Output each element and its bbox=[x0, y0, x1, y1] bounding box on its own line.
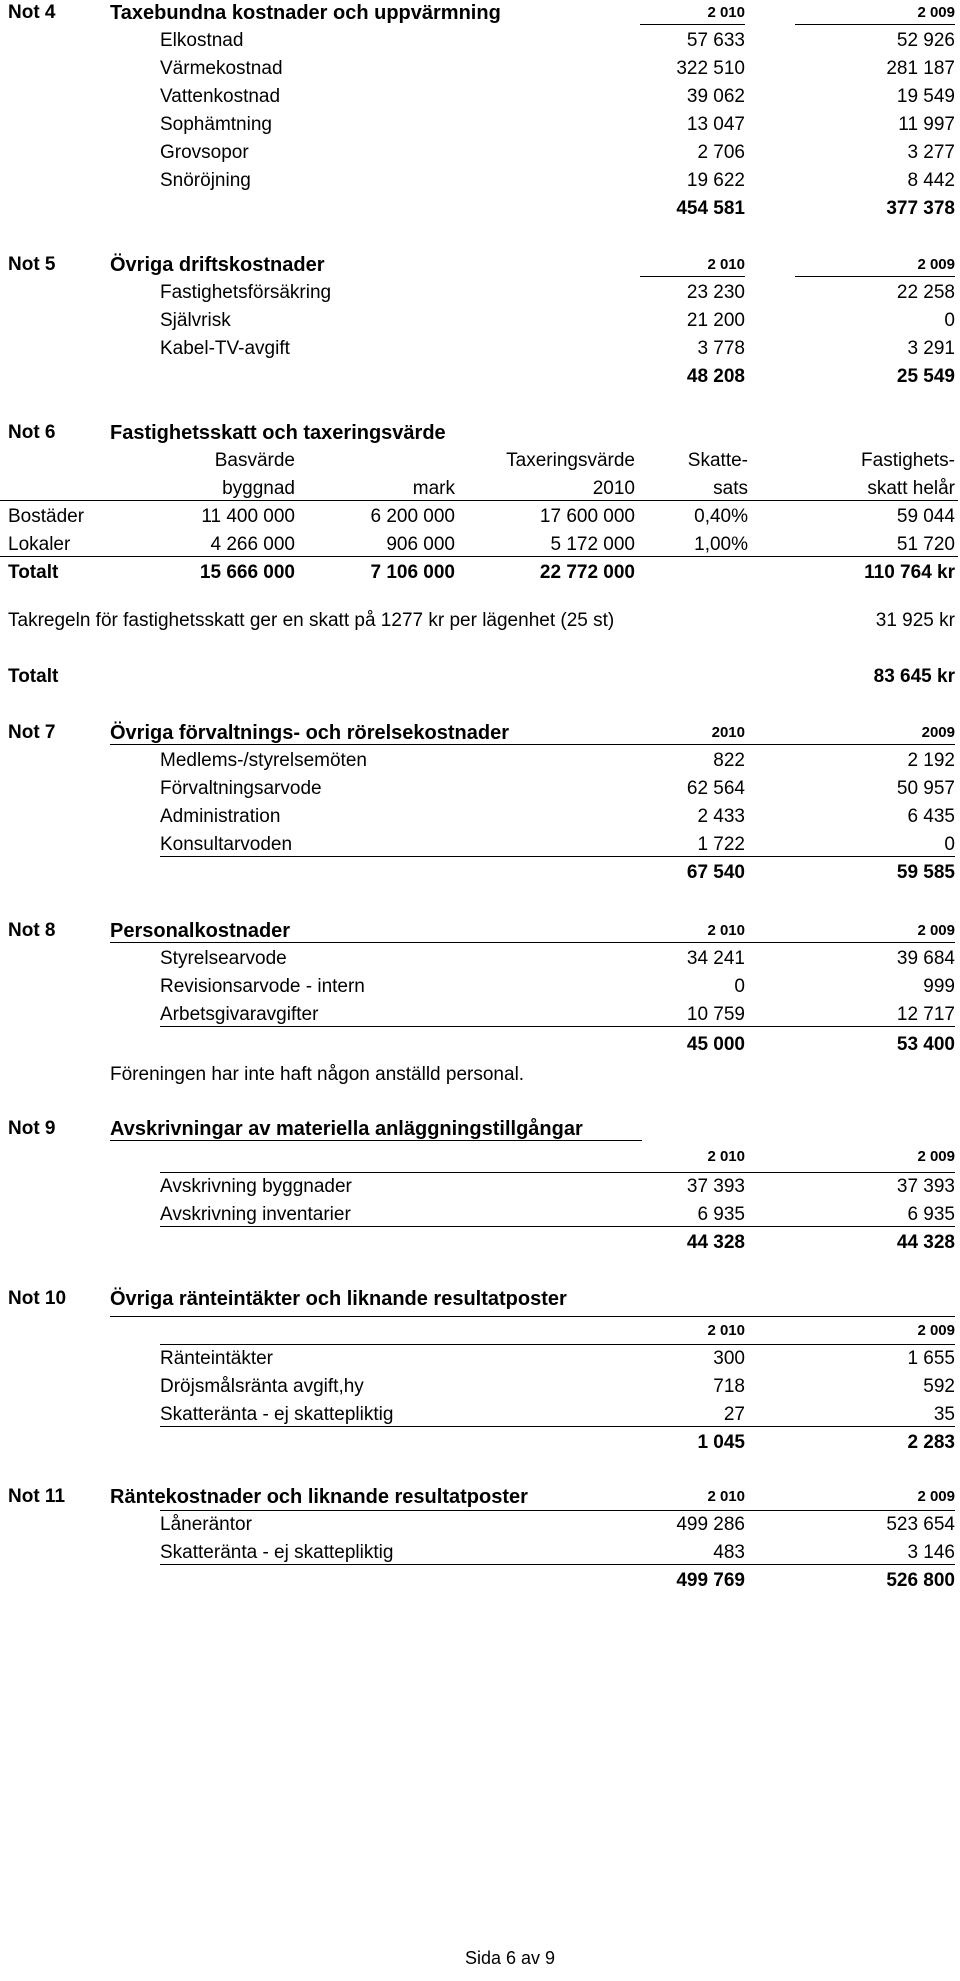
table-row bbox=[0, 1002, 960, 1028]
table-row bbox=[0, 84, 960, 110]
row-underline bbox=[160, 1564, 955, 1565]
row-underline bbox=[0, 556, 958, 557]
note-title: Övriga driftskostnader bbox=[110, 254, 325, 276]
col-head-year: 2010 bbox=[592, 478, 635, 499]
row-label: Styrelsearvode bbox=[160, 948, 287, 969]
value-current: 3 778 bbox=[697, 338, 745, 359]
total-previous: 53 400 bbox=[896, 1034, 955, 1055]
value-previous: 6 935 bbox=[907, 1204, 955, 1225]
year-current: 2010 bbox=[711, 724, 745, 741]
year-previous: 2 009 bbox=[917, 1488, 955, 1505]
row-label: Totalt bbox=[8, 562, 59, 583]
row-label: Revisionsarvode - intern bbox=[160, 976, 365, 997]
page-number: Sida 6 av 9 bbox=[464, 1948, 556, 1968]
cell-mark: 6 200 000 bbox=[370, 506, 455, 527]
table-row bbox=[0, 974, 960, 1000]
year-underline bbox=[640, 24, 745, 25]
total-row bbox=[0, 364, 960, 390]
year-row bbox=[0, 1144, 960, 1170]
row-overline bbox=[160, 1510, 955, 1511]
cell-taxeringsvarde: 5 172 000 bbox=[550, 534, 635, 555]
value-previous: 3 291 bbox=[907, 338, 955, 359]
row-overline bbox=[110, 1316, 955, 1317]
note-title: Fastighetsskatt och taxeringsvärde bbox=[110, 422, 446, 444]
total-skatt: 110 764 kr bbox=[864, 562, 955, 583]
row-label: Skatteränta - ej skattepliktig bbox=[160, 1542, 394, 1563]
row-underline bbox=[160, 856, 955, 857]
table-row bbox=[0, 168, 960, 194]
note-label: Not 11 bbox=[8, 1486, 66, 1507]
cell-taxeringsvarde: 17 600 000 bbox=[539, 506, 635, 527]
value-previous: 39 684 bbox=[896, 948, 955, 969]
col-head-mark: mark bbox=[412, 478, 455, 499]
value-current: 27 bbox=[723, 1404, 745, 1425]
total-previous: 526 800 bbox=[886, 1570, 955, 1591]
table-row bbox=[0, 748, 960, 774]
col-head-basvarde: Basvärde bbox=[214, 450, 295, 471]
value-previous: 1 655 bbox=[907, 1348, 955, 1369]
row-label: Skatteränta - ej skattepliktig bbox=[160, 1404, 394, 1425]
row-label: Snöröjning bbox=[160, 170, 251, 191]
year-previous: 2 009 bbox=[917, 4, 955, 21]
value-previous: 3 277 bbox=[907, 142, 955, 163]
col-head-taxeringsvarde: Taxeringsvärde bbox=[506, 450, 635, 471]
year-previous: 2 009 bbox=[917, 1322, 955, 1339]
row-underline bbox=[160, 1026, 955, 1027]
cell-skatt: 51 720 bbox=[896, 534, 955, 555]
total-previous: 377 378 bbox=[886, 198, 955, 219]
value-previous: 523 654 bbox=[886, 1514, 955, 1535]
value-previous: 12 717 bbox=[896, 1004, 955, 1025]
total-previous: 44 328 bbox=[896, 1232, 955, 1253]
row-label: Lokaler bbox=[8, 534, 71, 555]
row-label: Sophämtning bbox=[160, 114, 272, 135]
note6-header bbox=[0, 420, 960, 446]
row-label: Grovsopor bbox=[160, 142, 249, 163]
note-label: Not 4 bbox=[8, 2, 56, 23]
row-label: Elkostnad bbox=[160, 30, 244, 51]
year-previous: 2 009 bbox=[917, 922, 955, 939]
value-previous: 37 393 bbox=[896, 1176, 955, 1197]
row-label: Självrisk bbox=[160, 310, 231, 331]
col-head-skattesats: Skatte- bbox=[687, 450, 748, 471]
value-previous: 8 442 bbox=[907, 170, 955, 191]
year-current: 2 010 bbox=[707, 1148, 745, 1165]
value-current: 39 062 bbox=[686, 86, 745, 107]
year-row bbox=[0, 1318, 960, 1344]
row-label: Bostäder bbox=[8, 506, 85, 527]
total-mark: 7 106 000 bbox=[370, 562, 455, 583]
row-label: Medlems-/styrelsemöten bbox=[160, 750, 367, 771]
table-row bbox=[0, 504, 960, 530]
cell-sats: 0,40% bbox=[694, 506, 748, 527]
total-previous: 2 283 bbox=[907, 1432, 955, 1453]
cell-mark: 906 000 bbox=[386, 534, 455, 555]
value-current: 0 bbox=[734, 976, 745, 997]
total-previous: 25 549 bbox=[896, 366, 955, 387]
row-label: Avskrivning byggnader bbox=[160, 1176, 352, 1197]
row-label: Ränteintäkter bbox=[160, 1348, 274, 1369]
year-previous: 2 009 bbox=[917, 256, 955, 273]
grand-total-value: 83 645 kr bbox=[873, 666, 955, 687]
year-current: 2 010 bbox=[707, 256, 745, 273]
row-label: Konsultarvoden bbox=[160, 834, 293, 855]
table-row bbox=[0, 1540, 960, 1566]
total-current: 48 208 bbox=[686, 366, 745, 387]
table-row bbox=[0, 1174, 960, 1200]
value-current: 2 433 bbox=[697, 806, 745, 827]
table-row bbox=[0, 1374, 960, 1400]
total-current: 67 540 bbox=[686, 862, 745, 883]
year-underline bbox=[795, 24, 955, 25]
table-row bbox=[0, 28, 960, 54]
row-label: Fastighetsförsäkring bbox=[160, 282, 332, 303]
takregel-text: Takregeln för fastighetsskatt ger en skatt på 1277 kr per lägenhet (25 st) bbox=[8, 610, 615, 631]
note5-header bbox=[0, 252, 960, 278]
value-previous: 52 926 bbox=[896, 30, 955, 51]
table-row bbox=[0, 280, 960, 306]
note7-header bbox=[0, 720, 960, 746]
value-previous: 0 bbox=[944, 834, 955, 855]
value-previous: 19 549 bbox=[896, 86, 955, 107]
value-current: 57 633 bbox=[686, 30, 745, 51]
note4-header bbox=[0, 0, 960, 26]
total-current: 499 769 bbox=[676, 1570, 745, 1591]
takregel-value: 31 925 kr bbox=[875, 610, 955, 631]
title-underline bbox=[110, 1140, 642, 1141]
col-head-fastighetsskatt: Fastighets- bbox=[861, 450, 955, 471]
value-current: 21 200 bbox=[686, 310, 745, 331]
row-underline bbox=[160, 1226, 955, 1227]
note-label: Not 6 bbox=[8, 422, 56, 443]
row-label: Administration bbox=[160, 806, 281, 827]
table-row bbox=[0, 56, 960, 82]
table-row bbox=[0, 532, 960, 558]
note-label: Not 9 bbox=[8, 1118, 56, 1139]
total-taxeringsvarde: 22 772 000 bbox=[539, 562, 635, 583]
remark-row bbox=[0, 1062, 960, 1088]
year-current: 2 010 bbox=[707, 1488, 745, 1505]
year-current: 2 010 bbox=[707, 4, 745, 21]
table-row bbox=[0, 336, 960, 362]
row-label: Vattenkostnad bbox=[160, 86, 281, 107]
value-current: 300 bbox=[713, 1348, 745, 1369]
value-current: 34 241 bbox=[686, 948, 745, 969]
value-current: 1 722 bbox=[697, 834, 745, 855]
year-underline bbox=[795, 276, 955, 277]
total-current: 454 581 bbox=[676, 198, 745, 219]
table-row bbox=[0, 832, 960, 858]
value-current: 19 622 bbox=[686, 170, 745, 191]
row-label: Låneräntor bbox=[160, 1514, 252, 1535]
grand-total-label: Totalt bbox=[8, 666, 59, 687]
total-row bbox=[0, 1568, 960, 1594]
total-row bbox=[0, 560, 960, 586]
year-previous: 2009 bbox=[921, 724, 955, 741]
header-underline bbox=[110, 744, 955, 745]
note-title: Räntekostnader och liknande resultatposter bbox=[110, 1486, 528, 1508]
note-title: Övriga ränteintäkter och liknande resultatposter bbox=[110, 1288, 567, 1310]
value-previous: 999 bbox=[923, 976, 955, 997]
value-current: 322 510 bbox=[676, 58, 745, 79]
value-current: 13 047 bbox=[686, 114, 745, 135]
table-row bbox=[0, 1202, 960, 1228]
row-label: Arbetsgivaravgifter bbox=[160, 1004, 319, 1025]
note9-header bbox=[0, 1116, 960, 1142]
table-row bbox=[0, 112, 960, 138]
cell-sats: 1,00% bbox=[694, 534, 748, 555]
cell-skatt: 59 044 bbox=[896, 506, 955, 527]
year-underline bbox=[640, 276, 745, 277]
cell-byggnad: 11 400 000 bbox=[201, 506, 295, 527]
value-current: 6 935 bbox=[697, 1204, 745, 1225]
tax-table-head bbox=[0, 448, 960, 474]
table-row bbox=[0, 140, 960, 166]
value-current: 718 bbox=[713, 1376, 745, 1397]
col-head-byggnad: byggnad bbox=[222, 478, 295, 499]
table-row bbox=[0, 1402, 960, 1428]
takregel-row bbox=[0, 608, 960, 634]
row-label: Förvaltningsarvode bbox=[160, 778, 322, 799]
note-title: Taxebundna kostnader och uppvärmning bbox=[110, 2, 501, 24]
value-previous: 2 192 bbox=[907, 750, 955, 771]
cell-byggnad: 4 266 000 bbox=[210, 534, 295, 555]
value-previous: 592 bbox=[923, 1376, 955, 1397]
remark-text: Föreningen har inte haft någon anställd personal. bbox=[110, 1064, 525, 1085]
table-row bbox=[0, 776, 960, 802]
header-underline bbox=[0, 500, 958, 501]
col-head-helar: skatt helår bbox=[867, 478, 955, 499]
value-previous: 281 187 bbox=[886, 58, 955, 79]
value-current: 822 bbox=[713, 750, 745, 771]
note-label: Not 10 bbox=[8, 1288, 67, 1309]
year-current: 2 010 bbox=[707, 922, 745, 939]
table-row bbox=[0, 308, 960, 334]
row-label: Avskrivning inventarier bbox=[160, 1204, 351, 1225]
total-row bbox=[0, 860, 960, 886]
note-title: Övriga förvaltnings- och rörelsekostnader bbox=[110, 722, 509, 744]
value-current: 499 286 bbox=[676, 1514, 745, 1535]
total-byggnad: 15 666 000 bbox=[199, 562, 295, 583]
value-current: 483 bbox=[713, 1542, 745, 1563]
value-previous: 22 258 bbox=[896, 282, 955, 303]
note8-header bbox=[0, 918, 960, 944]
row-label: Kabel-TV-avgift bbox=[160, 338, 290, 359]
note10-header bbox=[0, 1286, 960, 1312]
note-title: Personalkostnader bbox=[110, 920, 291, 942]
row-label: Dröjsmålsränta avgift,hy bbox=[160, 1376, 364, 1397]
total-current: 45 000 bbox=[686, 1034, 745, 1055]
note-label: Not 5 bbox=[8, 254, 56, 275]
value-previous: 6 435 bbox=[907, 806, 955, 827]
note11-header bbox=[0, 1484, 960, 1510]
value-previous: 35 bbox=[933, 1404, 955, 1425]
value-current: 37 393 bbox=[686, 1176, 745, 1197]
value-previous: 3 146 bbox=[907, 1542, 955, 1563]
row-underline bbox=[160, 1426, 955, 1427]
year-previous: 2 009 bbox=[917, 1148, 955, 1165]
total-row bbox=[0, 196, 960, 222]
value-previous: 50 957 bbox=[896, 778, 955, 799]
value-previous: 0 bbox=[944, 310, 955, 331]
table-row bbox=[0, 1512, 960, 1538]
row-label: Värmekostnad bbox=[160, 58, 283, 79]
value-current: 2 706 bbox=[697, 142, 745, 163]
grand-total-row bbox=[0, 664, 960, 690]
total-current: 1 045 bbox=[697, 1432, 745, 1453]
row-overline bbox=[160, 1172, 955, 1173]
header-underline bbox=[110, 942, 955, 943]
table-row bbox=[0, 1346, 960, 1372]
total-row bbox=[0, 1230, 960, 1256]
year-current: 2 010 bbox=[707, 1322, 745, 1339]
total-current: 44 328 bbox=[686, 1232, 745, 1253]
value-current: 62 564 bbox=[686, 778, 745, 799]
total-row bbox=[0, 1430, 960, 1456]
row-overline bbox=[160, 1344, 955, 1345]
note-title: Avskrivningar av materiella anläggningstillgångar bbox=[110, 1118, 583, 1140]
value-current: 23 230 bbox=[686, 282, 745, 303]
tax-table-subhead bbox=[0, 476, 960, 502]
total-previous: 59 585 bbox=[896, 862, 955, 883]
value-current: 10 759 bbox=[686, 1004, 745, 1025]
col-head-sats: sats bbox=[713, 478, 748, 499]
table-row bbox=[0, 946, 960, 972]
table-row bbox=[0, 804, 960, 830]
value-previous: 11 997 bbox=[898, 114, 955, 135]
note-label: Not 8 bbox=[8, 920, 56, 941]
total-row bbox=[0, 1032, 960, 1058]
note-label: Not 7 bbox=[8, 722, 56, 743]
